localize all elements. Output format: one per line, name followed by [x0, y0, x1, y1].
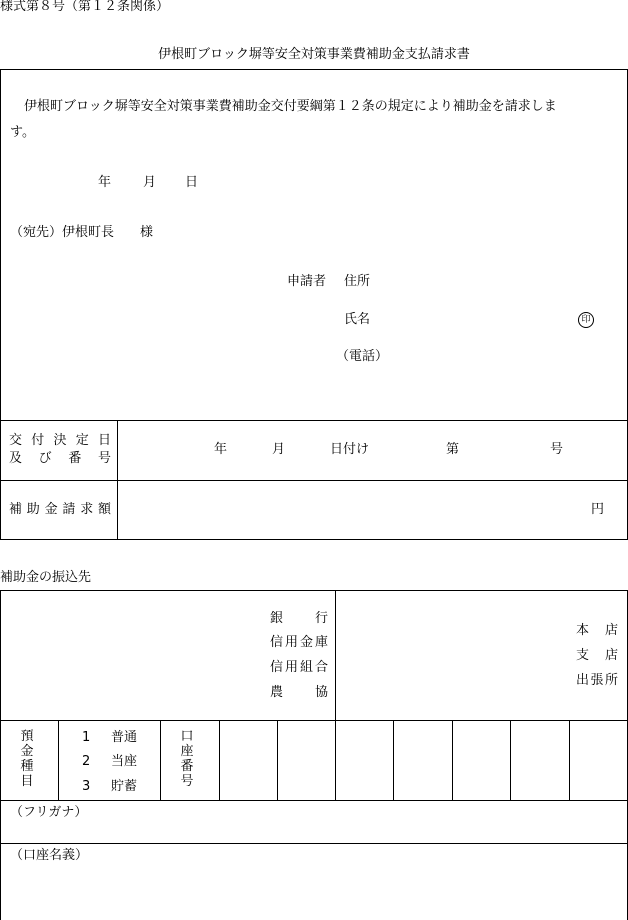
request-text-line1: 伊根町ブロック塀等安全対策事業費補助金交付要綱第１２条の規定により補助金を請求しま: [24, 99, 557, 114]
bank-type-agricultural-coop: 農 協: [270, 685, 328, 700]
branch-type-branch: 支 店: [576, 648, 618, 663]
divider: [335, 590, 336, 800]
date-year-label: 年: [98, 175, 112, 190]
deposit-type-num-3: 3: [82, 779, 91, 794]
divider: [117, 420, 118, 540]
divider: [160, 720, 161, 800]
divider: [0, 480, 628, 481]
deposit-type-num-2: 2: [82, 754, 91, 769]
address-label: 住所: [344, 274, 371, 289]
divider: [452, 720, 453, 800]
form-number: 様式第８号（第１２条関係）: [0, 0, 170, 14]
decision-year-label: 年: [214, 442, 228, 457]
transfer-heading: 補助金の振込先: [0, 570, 92, 585]
divider: [0, 720, 628, 721]
decision-month-label: 月: [272, 442, 286, 457]
request-text-line2: す。: [10, 125, 35, 140]
divider: [58, 720, 59, 800]
deposit-type-current: 当座: [111, 754, 138, 769]
seal-mark: 印: [578, 312, 594, 328]
applicant-label: 申請者: [287, 274, 327, 289]
divider: [277, 720, 278, 800]
date-day-label: 日: [185, 175, 199, 190]
bank-type-credit-cooperative: 信 用 組 合: [270, 660, 328, 675]
account-name-label: （口座名義）: [10, 848, 89, 863]
bank-type-credit-union: 信 用 金 庫: [270, 635, 328, 650]
deposit-type-ordinary: 普通: [111, 730, 138, 745]
date-month-label: 月: [143, 175, 157, 190]
amount-unit: 円: [591, 502, 605, 517]
divider: [569, 720, 570, 800]
name-label: 氏名: [344, 312, 371, 327]
deposit-type-num-1: 1: [82, 730, 91, 745]
divider: [510, 720, 511, 800]
divider: [393, 720, 394, 800]
divider: [0, 843, 628, 844]
account-number-label: 口座番号: [180, 729, 194, 789]
phone-label: （電話）: [336, 349, 389, 364]
decision-no-prefix: 第: [446, 442, 460, 457]
divider: [0, 800, 628, 801]
decision-no-suffix: 号: [550, 442, 564, 457]
bank-type-bank: 銀 行: [270, 611, 328, 626]
decision-dated-label: 日付け: [330, 442, 370, 457]
branch-type-sub-branch: 出 張 所: [576, 673, 618, 688]
deposit-type-label: 預金種目: [20, 729, 34, 789]
addressee: （宛先）伊根町長 様: [10, 225, 154, 240]
decision-label-line1: 交 付 決 定 日: [9, 433, 111, 448]
deposit-type-savings: 貯蓄: [111, 779, 138, 794]
request-form: [0, 69, 628, 540]
divider: [0, 420, 628, 421]
branch-type-head-office: 本 店: [576, 623, 618, 638]
decision-label-line2: 及 び 番 号: [9, 451, 111, 466]
furigana-label: （フリガナ）: [10, 805, 88, 820]
divider: [219, 720, 220, 800]
amount-label: 補 助 金 請 求 額: [9, 502, 111, 517]
document-title: 伊根町ブロック塀等安全対策事業費補助金支払請求書: [158, 47, 470, 62]
